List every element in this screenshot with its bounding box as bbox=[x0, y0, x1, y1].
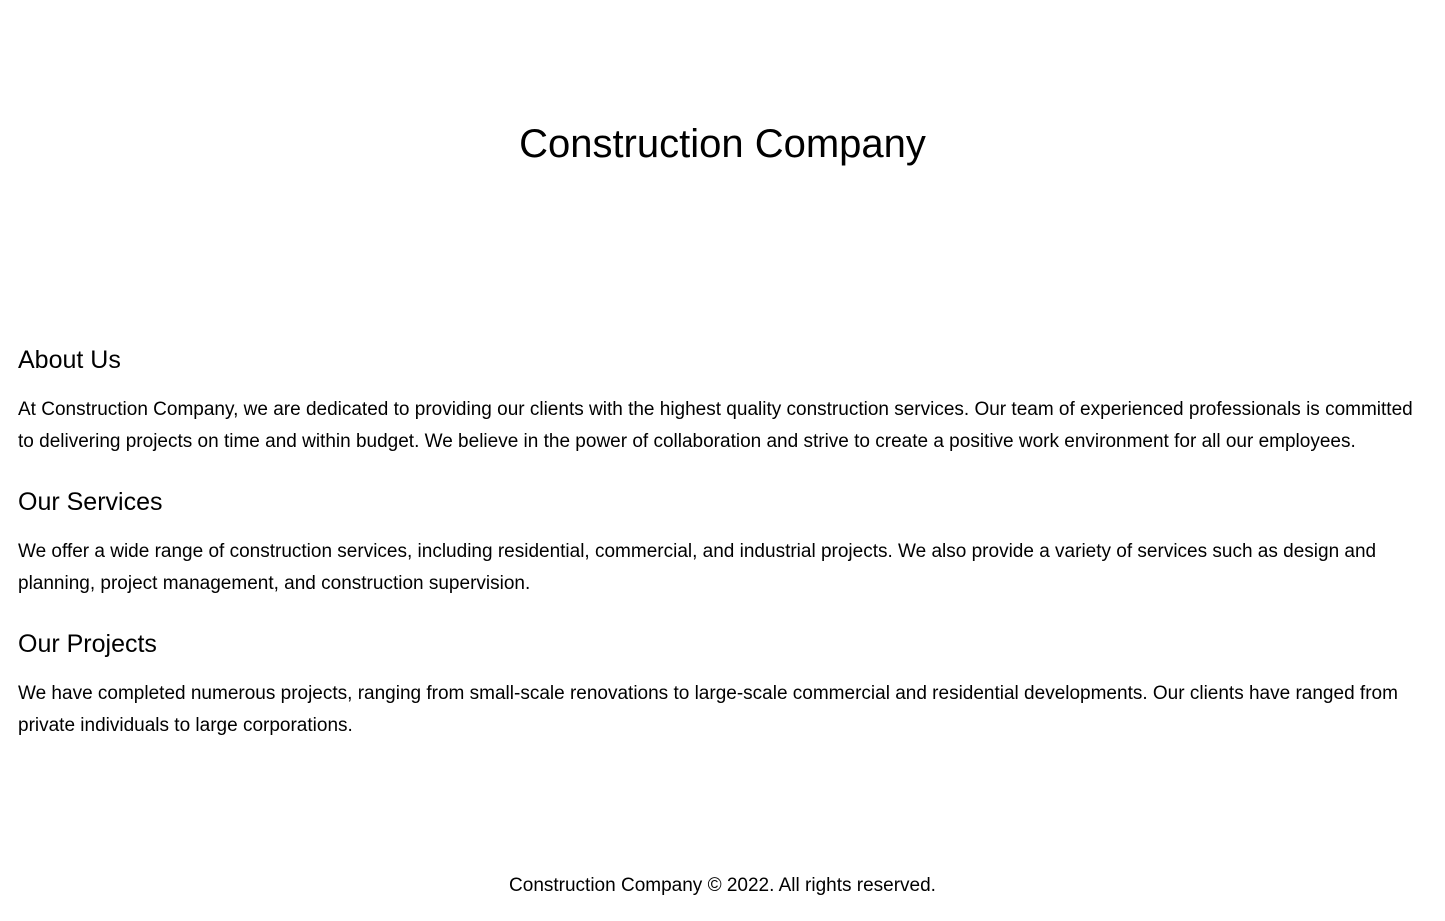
projects-section bbox=[18, 624, 1428, 742]
about-section bbox=[18, 340, 1428, 458]
projects-heading: Our Projects bbox=[18, 630, 157, 658]
hero-header bbox=[0, 0, 1445, 290]
services-text: We offer a wide range of construction services, including residential, commercial, and industrial projects. We also provide a variety of services such as design and planning, project management, and construction supervision. bbox=[18, 541, 1377, 594]
services-heading: Our Services bbox=[18, 488, 163, 516]
about-text: At Construction Company, we are dedicated to providing our clients with the highest quality construction services. Our team of experienced professionals is committed to delivering projects on time and within budget. We believe in the power of collaboration and strive to create a positive work environment for all our employees. bbox=[18, 399, 1413, 452]
site-title: Construction Company bbox=[519, 122, 926, 166]
services-section bbox=[18, 482, 1428, 600]
projects-text: We have completed numerous projects, ranging from small-scale renovations to large-scale commercial and residential developments. Our clients have ranged from private individuals to large corporations. bbox=[18, 683, 1398, 736]
main-content bbox=[18, 340, 1428, 766]
footer bbox=[0, 870, 1445, 902]
about-heading: About Us bbox=[18, 346, 121, 374]
copyright-text: Construction Company © 2022. All rights reserved. bbox=[509, 875, 936, 896]
